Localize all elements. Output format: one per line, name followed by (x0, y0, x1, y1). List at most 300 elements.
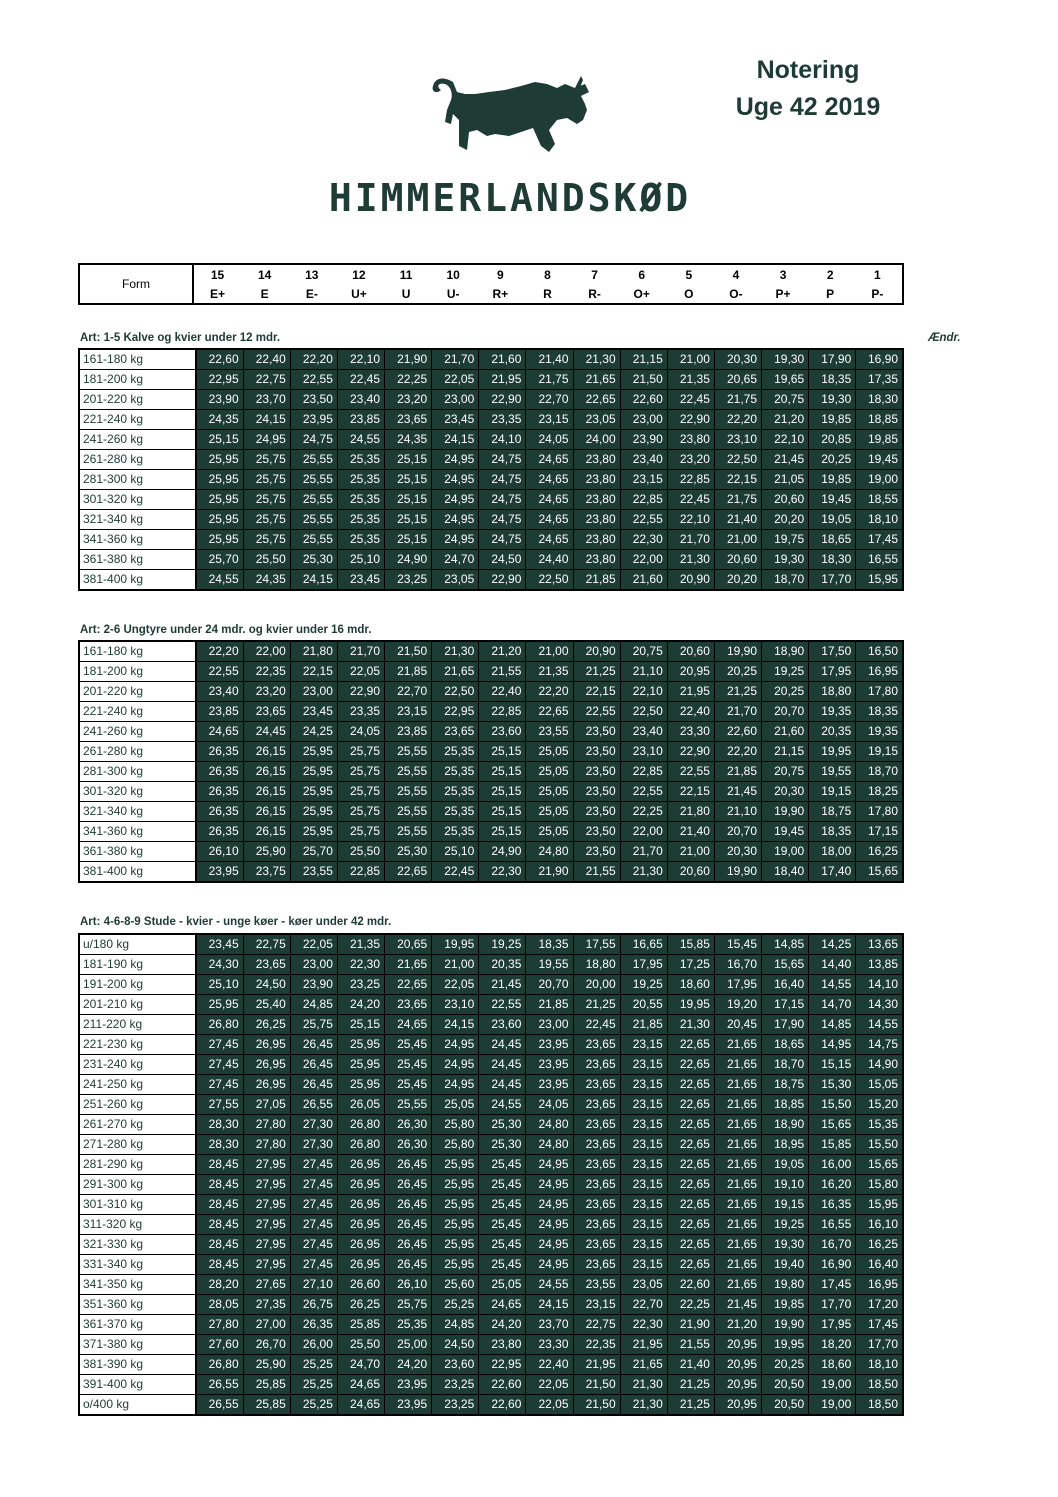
weight-class: 201-210 kg (79, 995, 196, 1015)
price-cell: 25,35 (432, 802, 479, 822)
price-cell: 23,65 (573, 1055, 620, 1075)
price-cell: 19,35 (809, 702, 856, 722)
price-cell: 23,90 (290, 975, 337, 995)
price-cell: 21,85 (714, 762, 761, 782)
price-cell: 20,95 (714, 1335, 761, 1355)
price-cell: 23,65 (432, 722, 479, 742)
price-cell: 20,35 (809, 722, 856, 742)
price-cell: 24,95 (526, 1195, 573, 1215)
price-cell: 25,05 (526, 822, 573, 842)
price-cell: 20,35 (479, 955, 526, 975)
price-cell: 21,65 (714, 1075, 761, 1095)
grade-column (430, 265, 477, 303)
price-cell: 22,85 (337, 862, 384, 883)
weight-class: 251-260 kg (79, 1095, 196, 1115)
price-cell: 18,35 (856, 702, 903, 722)
price-cell: 25,25 (290, 1355, 337, 1375)
price-cell: 23,20 (243, 682, 290, 702)
grade-column (477, 265, 524, 303)
weight-class: 231-240 kg (79, 1055, 196, 1075)
price-cell: 26,45 (385, 1255, 432, 1275)
price-cell: 25,15 (385, 490, 432, 510)
price-cell: 24,65 (526, 470, 573, 490)
table-row (79, 934, 903, 955)
price-cell: 25,45 (385, 1055, 432, 1075)
price-cell: 17,25 (667, 955, 714, 975)
price-cell: 20,95 (714, 1355, 761, 1375)
price-cell: 27,45 (196, 1035, 243, 1055)
price-cell: 24,15 (526, 1295, 573, 1315)
table-row (79, 1135, 903, 1155)
price-cell: 21,60 (620, 570, 667, 591)
price-cell: 21,35 (337, 934, 384, 955)
price-cell: 25,30 (479, 1135, 526, 1155)
price-cell: 23,65 (573, 1075, 620, 1095)
price-cell: 23,65 (385, 995, 432, 1015)
price-cell: 25,70 (196, 550, 243, 570)
price-cell: 25,60 (432, 1275, 479, 1295)
price-cell: 25,30 (385, 842, 432, 862)
price-cell: 20,70 (526, 975, 573, 995)
price-cell: 25,75 (243, 450, 290, 470)
price-cell: 17,15 (762, 995, 809, 1015)
price-cell: 27,95 (243, 1215, 290, 1235)
price-cell: 24,95 (526, 1155, 573, 1175)
table-row (79, 1095, 903, 1115)
section-title-1: Art: 1-5 Kalve og kvier under 12 mdr. (80, 332, 281, 344)
price-cell: 25,15 (479, 762, 526, 782)
table-row (79, 470, 903, 490)
price-cell: 22,50 (620, 702, 667, 722)
price-cell: 25,05 (432, 1095, 479, 1115)
price-cell: 16,40 (762, 975, 809, 995)
price-cell: 24,75 (479, 530, 526, 550)
table-row (79, 975, 903, 995)
weight-class: 191-200 kg (79, 975, 196, 995)
price-cell: 25,80 (432, 1135, 479, 1155)
price-cell: 26,45 (385, 1175, 432, 1195)
price-cell: 27,55 (196, 1095, 243, 1115)
price-cell: 25,10 (196, 975, 243, 995)
price-cell: 28,45 (196, 1255, 243, 1275)
price-cell: 24,45 (479, 1075, 526, 1095)
table-row (79, 1335, 903, 1355)
price-cell: 25,95 (196, 470, 243, 490)
price-cell: 28,45 (196, 1175, 243, 1195)
price-cell: 21,20 (479, 641, 526, 662)
grade-number: 9 (496, 267, 504, 282)
price-cell: 25,35 (337, 510, 384, 530)
price-cell: 26,35 (196, 802, 243, 822)
price-cell: 25,55 (385, 762, 432, 782)
price-cell: 22,10 (620, 682, 667, 702)
price-cell: 23,15 (620, 1155, 667, 1175)
price-cell: 24,15 (432, 1015, 479, 1035)
price-cell: 17,80 (856, 802, 903, 822)
price-cell: 27,45 (196, 1055, 243, 1075)
price-cell: 27,45 (196, 1075, 243, 1095)
price-cell: 21,00 (667, 349, 714, 370)
price-cell: 23,80 (479, 1335, 526, 1355)
price-cell: 19,00 (856, 470, 903, 490)
price-cell: 26,45 (290, 1075, 337, 1095)
price-cell: 26,05 (337, 1095, 384, 1115)
price-cell: 27,45 (290, 1215, 337, 1235)
price-cell: 26,45 (385, 1195, 432, 1215)
price-cell: 20,90 (667, 570, 714, 591)
table-row (79, 641, 903, 662)
grade-column (335, 265, 382, 303)
price-cell: 17,95 (714, 975, 761, 995)
price-cell: 23,50 (573, 802, 620, 822)
price-cell: 19,30 (809, 390, 856, 410)
price-cell: 21,70 (667, 530, 714, 550)
price-cell: 21,30 (432, 641, 479, 662)
price-cell: 25,55 (385, 782, 432, 802)
price-cell: 19,25 (762, 662, 809, 682)
grade-number: 8 (544, 267, 551, 282)
price-cell: 28,45 (196, 1155, 243, 1175)
grade-number: 5 (685, 267, 693, 282)
price-cell: 24,95 (432, 450, 479, 470)
price-cell: 25,35 (337, 490, 384, 510)
grade-column (571, 265, 618, 303)
weight-class: 161-180 kg (79, 641, 196, 662)
price-cell: 25,75 (385, 1295, 432, 1315)
table-row (79, 490, 903, 510)
price-cell: 18,95 (762, 1135, 809, 1155)
price-cell: 25,10 (337, 550, 384, 570)
grade-column (854, 265, 901, 303)
price-cell: 28,45 (196, 1215, 243, 1235)
price-cell: 15,05 (856, 1075, 903, 1095)
price-cell: 21,40 (667, 1355, 714, 1375)
price-cell: 25,50 (337, 842, 384, 862)
price-cell: 23,05 (573, 410, 620, 430)
price-cell: 19,55 (809, 762, 856, 782)
price-cell: 27,00 (243, 1315, 290, 1335)
price-cell: 20,75 (762, 762, 809, 782)
price-cell: 18,10 (856, 510, 903, 530)
price-cell: 28,30 (196, 1115, 243, 1135)
price-cell: 18,40 (762, 862, 809, 883)
price-cell: 22,90 (667, 410, 714, 430)
price-cell: 22,55 (620, 510, 667, 530)
grade-column (194, 265, 241, 303)
price-cell: 23,95 (526, 1055, 573, 1075)
price-cell: 22,05 (290, 934, 337, 955)
price-cell: 23,85 (337, 410, 384, 430)
price-cell: 25,25 (290, 1395, 337, 1416)
price-cell: 19,75 (762, 530, 809, 550)
price-cell: 21,10 (714, 802, 761, 822)
price-cell: 23,90 (196, 390, 243, 410)
price-cell: 20,85 (809, 430, 856, 450)
price-cell: 24,95 (432, 490, 479, 510)
price-cell: 24,15 (432, 430, 479, 450)
price-cell: 16,50 (856, 641, 903, 662)
price-cell: 28,45 (196, 1235, 243, 1255)
price-cell: 25,15 (385, 450, 432, 470)
price-cell: 23,85 (385, 722, 432, 742)
price-cell: 24,40 (526, 550, 573, 570)
price-cell: 22,20 (714, 742, 761, 762)
price-cell: 23,30 (526, 1335, 573, 1355)
price-cell: 21,50 (620, 370, 667, 390)
price-cell: 25,35 (432, 782, 479, 802)
price-cell: 21,90 (385, 349, 432, 370)
price-cell: 18,10 (856, 1355, 903, 1375)
price-cell: 26,80 (337, 1115, 384, 1135)
form-header (78, 263, 904, 305)
price-cell: 22,15 (290, 662, 337, 682)
weight-class: 381-400 kg (79, 862, 196, 883)
price-cell: 23,65 (573, 1235, 620, 1255)
table-row (79, 550, 903, 570)
grade-number: 14 (258, 267, 272, 282)
grade-code: R- (588, 286, 601, 301)
price-cell: 24,45 (479, 1035, 526, 1055)
price-cell: 23,50 (573, 822, 620, 842)
price-cell: 26,55 (196, 1395, 243, 1416)
price-cell: 21,85 (620, 1015, 667, 1035)
price-cell: 25,15 (479, 802, 526, 822)
table-row (79, 1035, 903, 1055)
grade-number: 7 (591, 267, 598, 282)
price-cell: 23,15 (620, 470, 667, 490)
price-cell: 24,80 (526, 842, 573, 862)
weight-class: 241-260 kg (79, 430, 196, 450)
price-cell: 26,30 (385, 1135, 432, 1155)
price-cell: 24,55 (196, 570, 243, 591)
price-cell: 22,15 (714, 470, 761, 490)
price-cell: 23,65 (573, 1095, 620, 1115)
weight-class: 221-240 kg (79, 702, 196, 722)
price-cell: 23,35 (479, 410, 526, 430)
price-cell: 24,15 (290, 570, 337, 591)
price-cell: 22,65 (667, 1195, 714, 1215)
price-cell: 22,70 (385, 682, 432, 702)
price-cell: 22,65 (667, 1255, 714, 1275)
price-cell: 25,95 (196, 510, 243, 530)
price-cell: 21,25 (573, 662, 620, 682)
price-cell: 18,35 (526, 934, 573, 955)
price-cell: 26,95 (337, 1155, 384, 1175)
price-cell: 22,40 (243, 349, 290, 370)
price-cell: 20,55 (620, 995, 667, 1015)
form-label: Form (80, 265, 194, 303)
price-cell: 18,35 (809, 370, 856, 390)
price-cell: 19,00 (809, 1375, 856, 1395)
price-cell: 25,95 (290, 822, 337, 842)
price-cell: 25,55 (290, 470, 337, 490)
price-cell: 15,85 (809, 1135, 856, 1155)
price-cell: 22,90 (479, 570, 526, 591)
price-cell: 21,25 (667, 1395, 714, 1416)
price-cell: 27,30 (290, 1115, 337, 1135)
price-cell: 28,05 (196, 1295, 243, 1315)
weight-class: 271-280 kg (79, 1135, 196, 1155)
price-cell: 22,05 (526, 1395, 573, 1416)
price-cell: 20,60 (714, 550, 761, 570)
price-cell: 18,85 (856, 410, 903, 430)
price-cell: 20,20 (714, 570, 761, 591)
price-cell: 22,60 (667, 1275, 714, 1295)
price-cell: 18,70 (762, 570, 809, 591)
price-cell: 23,80 (573, 510, 620, 530)
price-cell: 16,95 (856, 662, 903, 682)
price-cell: 20,20 (762, 510, 809, 530)
price-cell: 20,30 (714, 842, 761, 862)
price-cell: 23,50 (573, 722, 620, 742)
price-cell: 22,10 (667, 510, 714, 530)
weight-class: 281-300 kg (79, 762, 196, 782)
price-cell: 25,35 (337, 470, 384, 490)
table-row (79, 802, 903, 822)
price-cell: 25,45 (479, 1215, 526, 1235)
price-cell: 22,90 (667, 742, 714, 762)
price-cell: 22,20 (290, 349, 337, 370)
price-cell: 23,65 (573, 1115, 620, 1135)
price-cell: 22,55 (573, 702, 620, 722)
price-cell: 26,55 (196, 1375, 243, 1395)
table-row (79, 1395, 903, 1416)
price-cell: 26,55 (290, 1095, 337, 1115)
price-cell: 15,50 (809, 1095, 856, 1115)
price-cell: 18,35 (809, 822, 856, 842)
price-cell: 27,30 (290, 1135, 337, 1155)
price-cell: 17,95 (620, 955, 667, 975)
table-row (79, 390, 903, 410)
weight-class: 381-390 kg (79, 1355, 196, 1375)
price-cell: 26,15 (243, 822, 290, 842)
price-cell: 16,70 (714, 955, 761, 975)
price-cell: 17,95 (809, 1315, 856, 1335)
price-cell: 17,90 (762, 1015, 809, 1035)
price-cell: 15,35 (856, 1115, 903, 1135)
price-cell: 23,80 (573, 550, 620, 570)
price-cell: 22,65 (667, 1135, 714, 1155)
price-cell: 21,40 (714, 510, 761, 530)
weight-class: 221-240 kg (79, 410, 196, 430)
price-cell: 23,00 (432, 390, 479, 410)
price-cell: 13,65 (856, 934, 903, 955)
price-cell: 17,70 (856, 1335, 903, 1355)
grade-code: O- (729, 286, 743, 301)
price-cell: 21,65 (385, 955, 432, 975)
price-cell: 27,45 (290, 1235, 337, 1255)
price-cell: 26,35 (196, 782, 243, 802)
price-cell: 22,00 (620, 550, 667, 570)
price-cell: 25,75 (290, 1015, 337, 1035)
table-row (79, 862, 903, 883)
price-cell: 24,95 (526, 1255, 573, 1275)
price-cell: 23,15 (526, 410, 573, 430)
price-cell: 22,25 (667, 1295, 714, 1315)
price-cell: 23,15 (620, 1195, 667, 1215)
price-cell: 18,50 (856, 1395, 903, 1416)
weight-class: 201-220 kg (79, 390, 196, 410)
grade-column (712, 265, 759, 303)
price-cell: 23,40 (620, 722, 667, 742)
weight-class: 361-380 kg (79, 550, 196, 570)
price-cell: 25,75 (337, 822, 384, 842)
price-cell: 22,70 (620, 1295, 667, 1315)
price-cell: 19,65 (762, 370, 809, 390)
price-cell: 23,70 (243, 390, 290, 410)
price-cell: 22,65 (667, 1235, 714, 1255)
price-cell: 23,65 (573, 1135, 620, 1155)
price-cell: 22,20 (526, 682, 573, 702)
price-cell: 25,35 (432, 762, 479, 782)
price-cell: 19,10 (762, 1175, 809, 1195)
price-cell: 24,10 (479, 430, 526, 450)
price-cell: 18,20 (809, 1335, 856, 1355)
price-cell: 21,65 (714, 1195, 761, 1215)
price-cell: 21,65 (714, 1175, 761, 1195)
price-cell: 22,40 (526, 1355, 573, 1375)
price-cell: 23,50 (290, 390, 337, 410)
price-cell: 22,90 (337, 682, 384, 702)
table-row (79, 782, 903, 802)
price-cell: 15,65 (856, 1155, 903, 1175)
price-cell: 25,15 (479, 822, 526, 842)
price-cell: 24,65 (526, 450, 573, 470)
table-row (79, 722, 903, 742)
price-cell: 18,90 (762, 1115, 809, 1135)
price-cell: 18,75 (762, 1075, 809, 1095)
price-cell: 24,05 (526, 430, 573, 450)
price-cell: 24,95 (432, 1035, 479, 1055)
price-cell: 17,35 (856, 370, 903, 390)
price-cell: 22,85 (667, 470, 714, 490)
price-cell: 23,15 (620, 1075, 667, 1095)
price-cell: 24,55 (479, 1095, 526, 1115)
price-cell: 25,40 (243, 995, 290, 1015)
price-cell: 19,95 (667, 995, 714, 1015)
table-row (79, 1015, 903, 1035)
price-cell: 21,50 (573, 1395, 620, 1416)
price-cell: 21,60 (479, 349, 526, 370)
price-cell: 25,25 (432, 1295, 479, 1315)
price-cell: 21,70 (714, 702, 761, 722)
weight-class: 181-190 kg (79, 955, 196, 975)
weight-class: 321-330 kg (79, 1235, 196, 1255)
price-cell: 21,65 (573, 370, 620, 390)
price-cell: 21,50 (573, 1375, 620, 1395)
price-cell: 26,25 (243, 1015, 290, 1035)
price-cell: 24,70 (432, 550, 479, 570)
price-cell: 21,45 (762, 450, 809, 470)
price-cell: 24,95 (432, 530, 479, 550)
price-cell: 20,65 (714, 370, 761, 390)
weight-class: 201-220 kg (79, 682, 196, 702)
price-cell: 25,75 (243, 490, 290, 510)
price-cell: 23,80 (667, 430, 714, 450)
price-cell: 25,15 (196, 430, 243, 450)
grade-column (665, 265, 712, 303)
price-cell: 19,55 (526, 955, 573, 975)
table-row (79, 349, 903, 370)
price-cell: 23,80 (573, 490, 620, 510)
price-cell: 25,95 (432, 1255, 479, 1275)
weight-class: 311-320 kg (79, 1215, 196, 1235)
price-cell: 20,25 (762, 1355, 809, 1375)
price-cell: 17,20 (856, 1295, 903, 1315)
price-cell: 22,15 (573, 682, 620, 702)
price-cell: 23,15 (620, 1055, 667, 1075)
price-cell: 21,65 (714, 1095, 761, 1115)
